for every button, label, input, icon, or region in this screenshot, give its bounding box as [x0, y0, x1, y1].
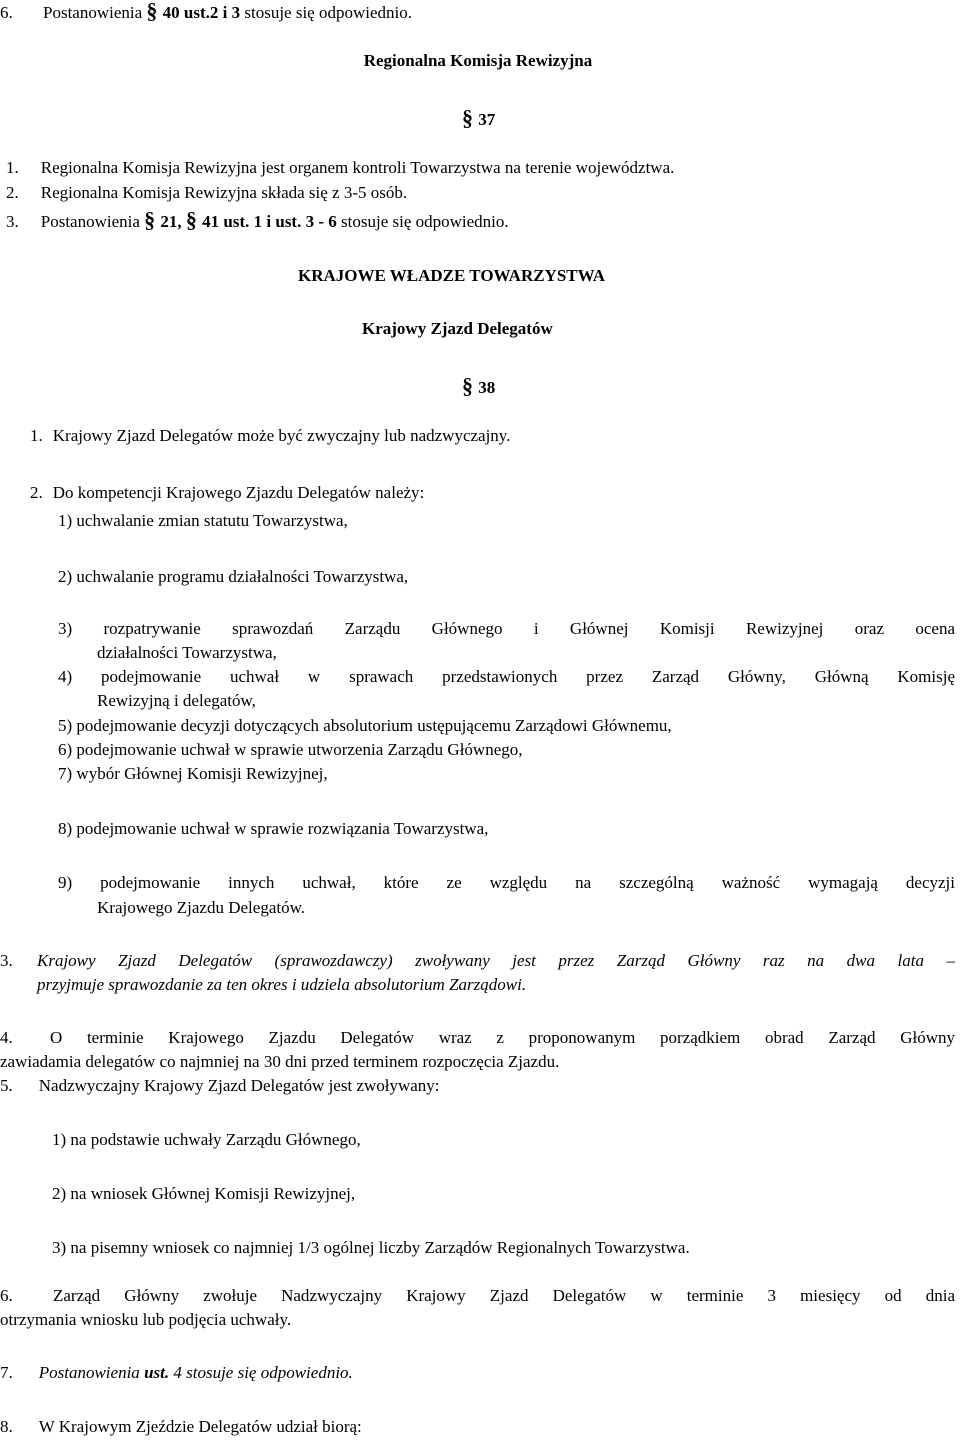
heading-national-authorities: KRAJOWE WŁADZE TOWARZYSTWA [298, 266, 606, 285]
competence-3-line2: działalności Towarzystwa, [97, 643, 277, 662]
text: Krajowy Zjazd Delegatów może być zwyczajny lub nadzwyczajny. [52, 426, 511, 445]
text: Postanowienia [43, 3, 147, 22]
text: Regionalna Komisja Rewizyjna jest organem kontroli Towarzystwa na terenie województwa. [40, 158, 675, 177]
item-k1 [30, 425, 510, 446]
competence-5: 5) podejmowanie decyzji dotyczących absolutorium ustępującemu Zarządowi Głównemu, [58, 716, 672, 735]
heading-national-congress: Krajowy Zjazd Delegatów [362, 319, 553, 338]
competence-4-line1: 4) podejmowanie uchwał w sprawach przedstawionych przez Zarząd Główny, Główną Komisję [58, 667, 955, 686]
item-k3-line2: przyjmuje sprawozdanie za ten okres i udziela absolutorium Zarządowi. [37, 975, 527, 994]
text: Postanowienia [40, 212, 145, 231]
section-sign: § [462, 373, 474, 398]
section-sign: § [185, 207, 198, 232]
competence-9-line2: Krajowego Zjazdu Delegatów. [97, 898, 306, 917]
competence-4-line2: Rewizyjną i delegatów, [97, 691, 256, 710]
list-number: 2. [30, 483, 43, 502]
text: Nadzwyczajny Krajowy Zjazd Delegatów jest zwoływany: [38, 1076, 440, 1095]
item-k5 [0, 1075, 440, 1096]
section-number: 37 [478, 110, 496, 129]
text-italic: Postanowienia [38, 1363, 145, 1382]
item-k8 [0, 1416, 362, 1437]
item-k7 [0, 1362, 353, 1383]
text-italic: 4 stosuje się odpowiednio. [169, 1363, 353, 1382]
text-bold: 21, [156, 212, 186, 231]
item-r3 [6, 206, 509, 234]
item-k4-line1 [0, 1027, 955, 1048]
text-bold-italic: ust. [144, 1363, 170, 1382]
text: stosuje się odpowiednio. [336, 212, 509, 231]
item-r1 [6, 157, 674, 178]
list-number: 1. [6, 158, 19, 177]
competence-3-line1: 3) rozpatrywanie sprawozdań Zarządu Głównego i Głównej Komisji Rewizyjnej oraz ocena [58, 619, 955, 638]
convocation-2: 2) na wniosek Głównej Komisji Rewizyjnej, [52, 1184, 356, 1203]
section-38 [462, 372, 495, 400]
text: Zarząd Główny zwołuje Nadzwyczajny Krajowy Zjazd Delegatów w terminie 3 miesięcy od dnia [53, 1286, 955, 1305]
competence-9-line1: 9) podejmowanie innych uchwał, które ze względu na szczególną ważność wymagają decyzji [58, 873, 955, 892]
list-number: 6. [0, 3, 13, 22]
text: Regionalna Komisja Rewizyjna składa się z 3-5 osób. [40, 183, 408, 202]
competence-7: 7) wybór Głównej Komisji Rewizyjnej, [58, 764, 328, 783]
list-number: 2. [6, 183, 19, 202]
competence-8: 8) podejmowanie uchwał w sprawie rozwiązania Towarzystwa, [58, 819, 489, 838]
competence-2: 2) uchwalanie programu działalności Towarzystwa, [58, 567, 409, 586]
heading-regional-audit-committee: Regionalna Komisja Rewizyjna [363, 51, 593, 70]
item-k4-line2: zawiadamia delegatów co najmniej na 30 dni przed terminem rozpoczęcia Zjazdu. [0, 1052, 560, 1071]
list-number: 1. [30, 426, 43, 445]
list-number: 7. [0, 1363, 13, 1382]
item-k3-line1 [0, 950, 955, 971]
text: W Krajowym Zjeździe Delegatów udział biorą: [38, 1417, 362, 1436]
item-k6-line2: otrzymania wniosku lub podjęcia uchwały. [0, 1310, 292, 1329]
paragraph-6-top [0, 0, 412, 25]
text-italic: Krajowy Zjazd Delegatów (sprawozdawczy) zwoływany jest przez Zarząd Główny raz na dwa lata – [37, 951, 955, 970]
list-number: 6. [0, 1286, 13, 1305]
convocation-3: 3) na pisemny wniosek co najmniej 1/3 ogólnej liczby Zarządów Regionalnych Towarzystwa. [52, 1238, 690, 1257]
section-sign: § [146, 0, 159, 23]
competence-1: 1) uchwalanie zmian statutu Towarzystwa, [58, 511, 348, 530]
list-number: 8. [0, 1417, 13, 1436]
item-k6-line1 [0, 1285, 955, 1306]
section-sign: § [144, 207, 157, 232]
text: Do kompetencji Krajowego Zjazdu Delegatów należy: [52, 483, 425, 502]
item-k2 [30, 482, 424, 503]
list-number: 3. [6, 212, 19, 231]
list-number: 3. [0, 951, 13, 970]
section-number: 38 [478, 378, 496, 397]
list-number: 5. [0, 1076, 13, 1095]
item-r2 [6, 182, 407, 203]
text: O terminie Krajowego Zjazdu Delegatów wraz z proponowanym porządkiem obrad Zarząd Główny [50, 1028, 955, 1047]
competence-6: 6) podejmowanie uchwał w sprawie utworzenia Zarządu Głównego, [58, 740, 523, 759]
text-bold: 41 ust. 1 i ust. 3 - 6 [197, 212, 337, 231]
text: stosuje się odpowiednio. [240, 3, 413, 22]
list-number: 4. [0, 1028, 13, 1047]
section-sign: § [462, 105, 474, 130]
text-bold: 40 ust.2 i 3 [158, 3, 241, 22]
section-37 [462, 104, 495, 132]
convocation-1: 1) na podstawie uchwały Zarządu Głównego, [52, 1130, 361, 1149]
